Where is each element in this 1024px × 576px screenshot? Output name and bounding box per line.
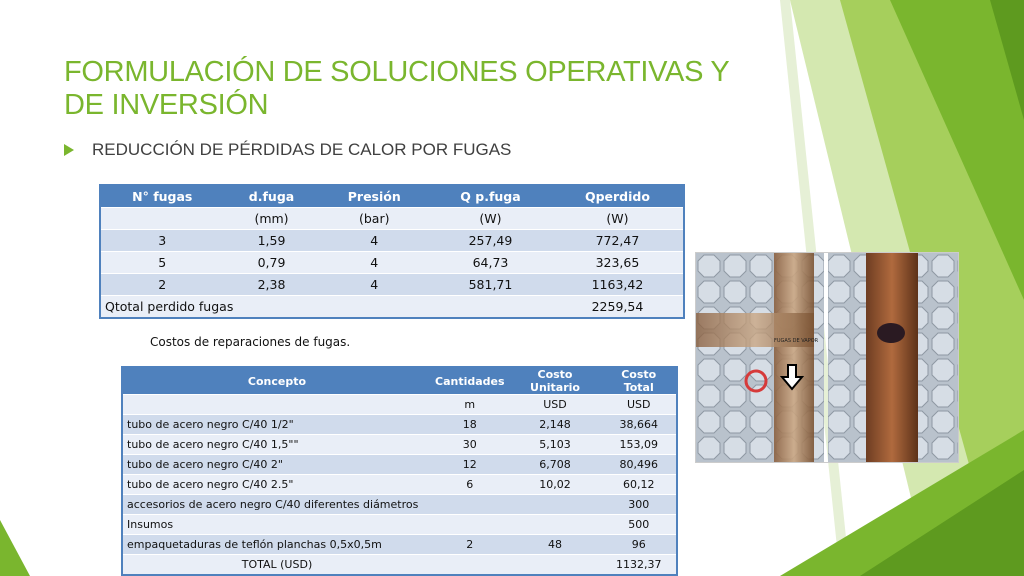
table-row — [123, 495, 676, 515]
table-cell: 1,59 — [224, 230, 320, 252]
table-cell: 0,79 — [224, 252, 320, 274]
table-cell: 500 — [601, 515, 676, 535]
table-cell: 300 — [601, 495, 676, 515]
total-row — [101, 296, 683, 318]
table-cell: 48 — [509, 535, 602, 555]
unit-cell — [123, 395, 431, 415]
table-row — [101, 274, 683, 296]
table-cell — [509, 495, 602, 515]
table-row — [101, 230, 683, 252]
table-cell: 4 — [319, 274, 429, 296]
table-cell: 2 — [101, 274, 224, 296]
column-header: Q p.fuga — [429, 186, 552, 208]
table-row — [101, 252, 683, 274]
total-value: 1132,37 — [601, 555, 676, 575]
unit-cell: USD — [601, 395, 676, 415]
units-row — [101, 208, 683, 230]
table-cell: tubo de acero negro C/40 1,5"" — [123, 435, 431, 455]
table-cell: tubo de acero negro C/40 1/2" — [123, 415, 431, 435]
column-header: Presión — [319, 186, 429, 208]
table-cell — [431, 495, 509, 515]
table-cell: 12 — [431, 455, 509, 475]
table-cell: 5,103 — [509, 435, 602, 455]
table-cell: tubo de acero negro C/40 2.5" — [123, 475, 431, 495]
table-row — [123, 515, 676, 535]
table-cell: 323,65 — [552, 252, 683, 274]
table-cell: 38,664 — [601, 415, 676, 435]
table-row — [123, 415, 676, 435]
total-value: 2259,54 — [552, 296, 683, 318]
table-cell: 257,49 — [429, 230, 552, 252]
table-cell: 3 — [101, 230, 224, 252]
table-cell: Insumos — [123, 515, 431, 535]
column-header: N° fugas — [101, 186, 224, 208]
table-cell — [509, 515, 602, 535]
table-cell: empaquetaduras de teflón planchas 0,5x0,5m — [123, 535, 431, 555]
bullet-text: REDUCCIÓN DE PÉRDIDAS DE CALOR POR FUGAS — [92, 140, 512, 159]
table-cell — [509, 555, 602, 575]
table-cell: 18 — [431, 415, 509, 435]
table-cell: 60,12 — [601, 475, 676, 495]
table-cell: 6,708 — [509, 455, 602, 475]
table-cell: 96 — [601, 535, 676, 555]
unit-cell: USD — [509, 395, 602, 415]
total-row — [123, 555, 676, 575]
table-cell: tubo de acero negro C/40 2" — [123, 455, 431, 475]
column-header: Concepto — [123, 368, 431, 395]
table-row — [123, 435, 676, 455]
table-row — [123, 535, 676, 555]
table-cell: 30 — [431, 435, 509, 455]
bullet-item — [64, 140, 511, 160]
table-cell: 5 — [101, 252, 224, 274]
table-cell: 1163,42 — [552, 274, 683, 296]
table-cell — [431, 515, 509, 535]
table-row — [123, 475, 676, 495]
unit-cell: (W) — [552, 208, 683, 230]
table-cell: 581,71 — [429, 274, 552, 296]
unit-cell: (W) — [429, 208, 552, 230]
table-cell: 4 — [319, 252, 429, 274]
table-row — [123, 455, 676, 475]
table-cell: 80,496 — [601, 455, 676, 475]
table-cell — [431, 555, 509, 575]
units-row — [123, 395, 676, 415]
cost-table — [123, 368, 676, 574]
table-cell: 2,148 — [509, 415, 602, 435]
table-cell: 6 — [431, 475, 509, 495]
leak-photo — [695, 252, 959, 463]
slide-title: FORMULACIÓN DE SOLUCIONES OPERATIVAS Y DE INVERSIÓN — [64, 56, 729, 121]
unit-cell — [101, 208, 224, 230]
table-cell: 772,47 — [552, 230, 683, 252]
unit-cell: m — [431, 395, 509, 415]
table-cell: accesorios de acero negro C/40 diferentes diámetros — [123, 495, 431, 515]
photo-label: FUGAS DE VAPOR — [774, 338, 819, 344]
column-header: Qperdido — [552, 186, 683, 208]
column-header: d.fuga — [224, 186, 320, 208]
column-header: Costo Total — [601, 368, 676, 395]
column-header: Cantidades — [431, 368, 509, 395]
leak-table — [101, 186, 683, 317]
table-cell: 4 — [319, 230, 429, 252]
table-cell: 153,09 — [601, 435, 676, 455]
total-label: Qtotal perdido fugas — [101, 296, 552, 318]
table-cell: 64,73 — [429, 252, 552, 274]
column-header: Costo Unitario — [509, 368, 602, 395]
cost-caption: Costos de reparaciones de fugas. — [150, 335, 351, 349]
total-label: TOTAL (USD) — [123, 555, 431, 575]
unit-cell: (bar) — [319, 208, 429, 230]
unit-cell: (mm) — [224, 208, 320, 230]
table-cell: 2,38 — [224, 274, 320, 296]
bullet-arrow-icon — [64, 144, 74, 156]
table-cell: 10,02 — [509, 475, 602, 495]
table-cell: 2 — [431, 535, 509, 555]
